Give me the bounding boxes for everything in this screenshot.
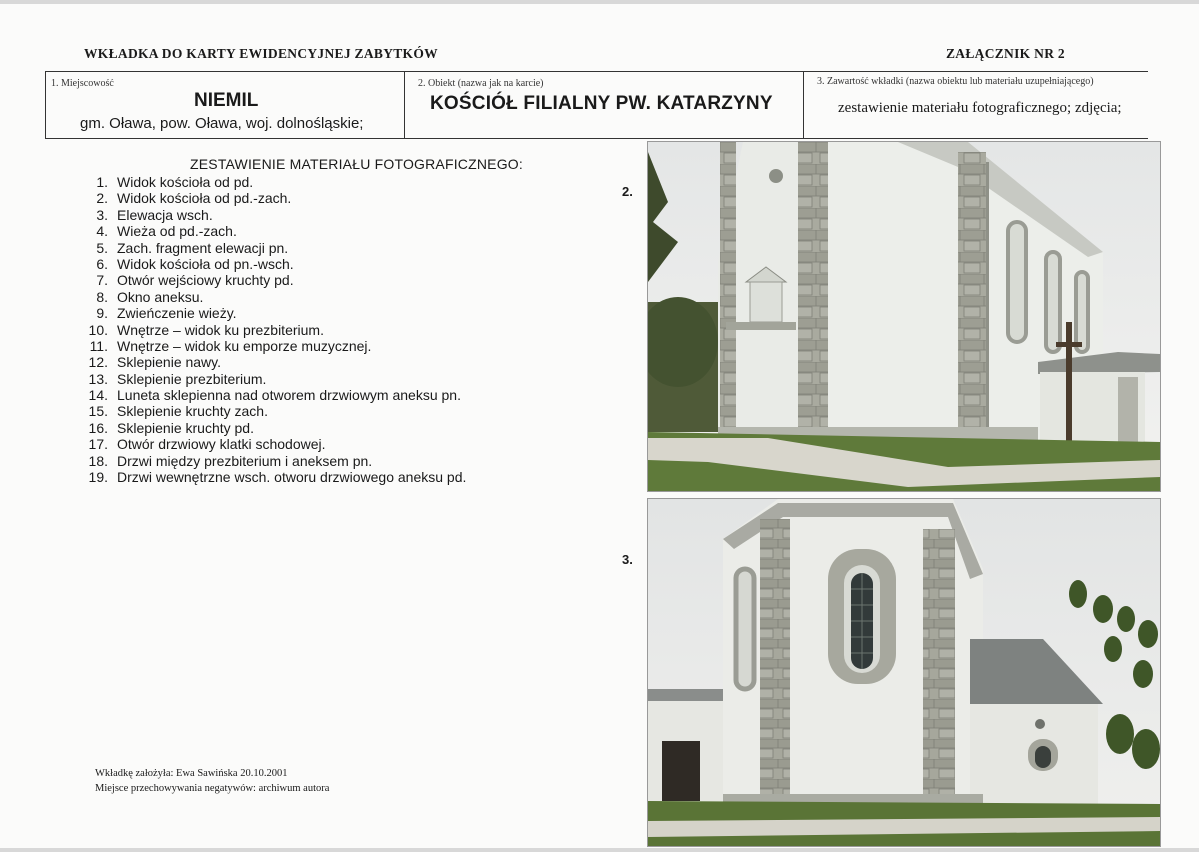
list-item [82, 256, 466, 272]
list-item-text: Luneta sklepienna nad otworem drzwiowym aneksu pn. [117, 387, 461, 404]
list-item-number: 1. [96, 174, 108, 190]
locality-value: NIEMIL [194, 90, 259, 111]
photo-list [82, 174, 466, 485]
object-label: 2. Obiekt (nazwa jak na karcie) [418, 78, 544, 89]
list-item-text: Otwór wejściowy kruchty pd. [117, 272, 294, 289]
photo-list-title: ZESTAWIENIE MATERIAŁU FOTOGRAFICZNEGO: [190, 156, 523, 172]
form-top-border [45, 71, 1148, 72]
form-left-border [45, 71, 46, 138]
scan-edge-bottom [0, 848, 1199, 852]
list-item-number: 4. [96, 223, 108, 240]
church-photo-southwest [647, 141, 1161, 492]
list-item-number: 10. [88, 321, 108, 338]
list-item-text: Widok kościoła od pd. [117, 174, 254, 190]
list-item [82, 272, 466, 288]
list-item-text: Elewacja wsch. [117, 206, 213, 223]
list-item-number: 6. [96, 255, 108, 272]
list-item-text: Sklepienie nawy. [117, 354, 222, 371]
photo-3-number: 3. [622, 552, 633, 567]
form-bottom-border [45, 138, 1148, 139]
list-item [82, 305, 466, 321]
list-item-number: 9. [96, 305, 108, 322]
contents-label: 3. Zawartość wkładki (nazwa obiektu lub materiału uzupełniającego) [817, 76, 1094, 87]
list-item-text: Wnętrze – widok ku prezbiterium. [117, 321, 324, 338]
list-item-text: Drzwi wewnętrzne wsch. otworu drzwiowego aneksu pd. [117, 469, 467, 486]
list-item-text: Widok kościoła od pn.-wsch. [117, 255, 294, 272]
list-item-number: 3. [96, 206, 108, 223]
list-item [82, 469, 466, 485]
list-item [82, 436, 466, 452]
form-divider-1 [404, 71, 405, 138]
list-item-number: 12. [88, 354, 108, 371]
list-item-text: Zach. fragment elewacji pn. [117, 239, 289, 256]
list-item [82, 207, 466, 223]
list-item-text: Wieża od pd.-zach. [117, 223, 237, 240]
list-item-number: 11. [89, 337, 108, 354]
list-item [82, 371, 466, 387]
list-item-text: Sklepienie prezbiterium. [117, 370, 267, 387]
list-item [82, 240, 466, 256]
list-item-text: Sklepienie kruchty pd. [117, 419, 254, 436]
list-item [82, 289, 466, 305]
locality-admin: gm. Oława, pow. Oława, woj. dolnośląskie; [80, 115, 364, 132]
attachment-number: ZAŁĄCZNIK NR 2 [946, 46, 1065, 61]
list-item [82, 387, 466, 403]
list-item-text: Okno aneksu. [117, 288, 204, 305]
list-item [82, 174, 466, 190]
list-item [82, 190, 466, 206]
list-item-number: 5. [96, 239, 108, 256]
list-item-number: 2. [96, 190, 108, 207]
list-item-number: 8. [96, 288, 108, 305]
list-item-number: 19. [88, 469, 108, 486]
form-divider-2 [803, 71, 804, 138]
list-item-text: Otwór drzwiowy klatki schodowej. [117, 436, 326, 453]
list-item-number: 15. [88, 403, 108, 420]
list-item-text: Wnętrze – widok ku emporze muzycznej. [117, 337, 372, 354]
list-item-text: Zwieńczenie wieży. [117, 305, 237, 322]
list-item-number: 18. [88, 452, 108, 469]
list-item-number: 17. [88, 436, 108, 453]
church-photo-east-elevation [647, 498, 1161, 847]
photo-2-number: 2. [622, 184, 633, 199]
list-item [82, 322, 466, 338]
list-item-text: Drzwi między prezbiterium i aneksem pn. [117, 452, 373, 469]
list-item [82, 453, 466, 469]
list-item [82, 223, 466, 239]
contents-value: zestawienie materiału fotograficznego; zdjęcia; [838, 100, 1122, 116]
list-item-number: 14. [88, 387, 108, 404]
scan-edge-top [0, 0, 1199, 4]
list-item-number: 7. [96, 272, 108, 289]
header-title: WKŁADKA DO KARTY EWIDENCYJNEJ ZABYTKÓW [84, 46, 438, 61]
locality-label: 1. Miejscowość [51, 78, 114, 89]
author-note: Wkładkę założyła: Ewa Sawińska 20.10.2001 [95, 768, 288, 779]
list-item-number: 16. [88, 419, 108, 436]
list-item-text: Sklepienie kruchty zach. [117, 403, 268, 420]
negatives-storage-note: Miejsce przechowywania negatywów: archiwum autora [95, 783, 330, 794]
list-item [82, 420, 466, 436]
list-item [82, 354, 466, 370]
list-item-number: 13. [88, 370, 108, 387]
list-item [82, 403, 466, 419]
object-value: KOŚCIÓŁ FILIALNY PW. KATARZYNY [430, 93, 773, 114]
list-item-text: Widok kościoła od pd.-zach. [117, 190, 292, 207]
list-item [82, 338, 466, 354]
